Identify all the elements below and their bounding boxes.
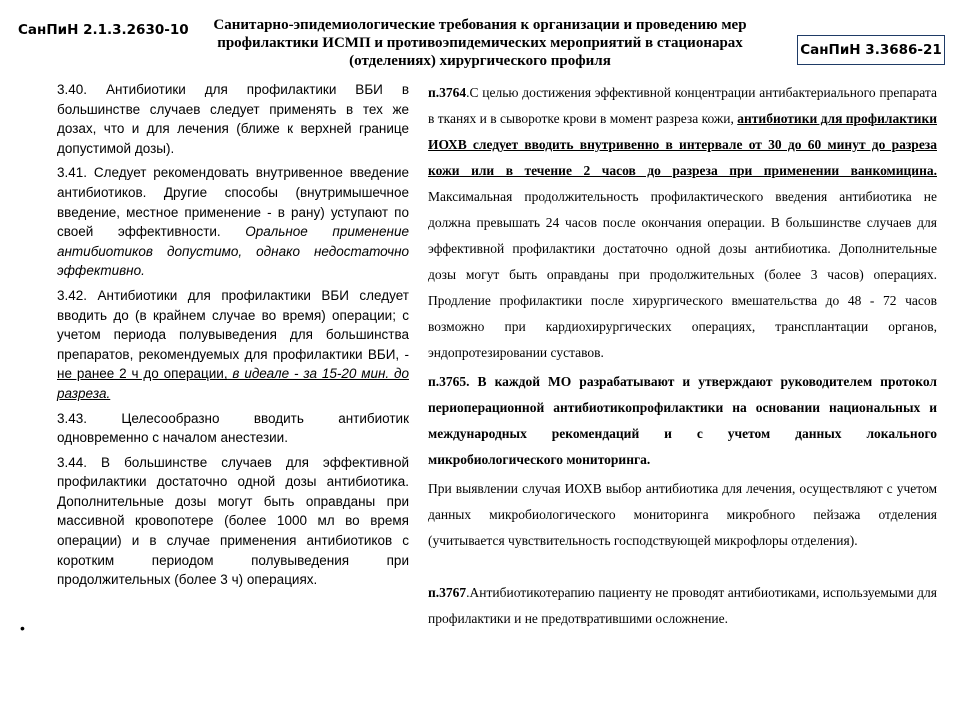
clause-3764 xyxy=(428,80,937,366)
clause-3767-text: .Антибиотикотерапию пациенту не проводят антибиотиками, используемыми для профилактики и не предотвратившими осложнение. xyxy=(428,585,937,626)
clause-3765-continuation: При выявлении случая ИОХВ выбор антибиотика для лечения, осуществляют с учетом данных микробиологического мониторинга микробного пейзажа отделения (учитывается чувствительность господствующей микрофлоры отделения). xyxy=(428,481,937,548)
sanpin-2630-label: СанПиН 2.1.3.2630-10 xyxy=(18,22,189,38)
clause-3-40: 3.40. Антибиотики для профилактики ВБИ в большинстве случаев следует применять в тех же дозах, что и для лечения (ближе к верхней границе допустимой дозы). xyxy=(57,82,409,156)
page-title: Санитарно-эпидемиологические требования к организации и проведению мер профилактики ИСМП и противоэпидемических мероприятий в стационарах (отделениях) хирургического профиля xyxy=(213,17,747,69)
clause-3764-emphasis: антибиотики для профилактики ИОХВ следует вводить внутривенно в интервале от 30 до 60 минут до разреза кожи или в течение 2 часов до разреза при применении ванкомицина. xyxy=(428,111,937,178)
clause-3764-label: п.3764 xyxy=(428,85,467,100)
clause-3-42-italic: в идеале - за 15-20 мин. до разреза. xyxy=(57,366,409,401)
clause-3-41 xyxy=(57,163,409,281)
clause-3765 xyxy=(428,369,937,473)
clause-3765-text: п.3765. В каждой МО разрабатывают и утверждают руководителем протокол периоперационной антибиотикопрофилактики на основании национальных и международных рекомендаций и с учетом данных локального микробиологического мониторинга. xyxy=(428,374,937,467)
clause-3-44: 3.44. В большинстве случаев для эффективной профилактики достаточно одной дозы антибиотика. Дополнительные дозы могут быть оправданы при массивной кровопотере (более 1000 мл во время операции) и в случае применения антибиотиков с коротким периодом полувыведения при продолжительных (более 3 ч) операциях. xyxy=(57,454,409,588)
clause-3-42-underlined: не ранее 2 ч до операции, xyxy=(57,366,228,382)
clause-3-41-text: 3.41. Следует рекомендовать внутривенное введение антибиотиков. Другие способы (внутримышечное введение, местное применение - в рану) уступают по своей эффективности. xyxy=(57,165,409,240)
clause-3-41-italic: Оральное применение антибиотиков допустимо, однако недостаточно эффективно. xyxy=(57,224,409,279)
clause-3-42 xyxy=(57,286,409,404)
sanpin-3686-label: СанПиН 3.3686-21 xyxy=(797,35,945,65)
clause-3767-label: п.3767 xyxy=(428,585,467,600)
clause-3764-text-cont: Максимальная продолжительность профилактического введения антибиотика не должна превышать 24 часов после окончания операции. В большинстве случаев для эффективной профилактики достаточно одной дозы антибиотика. Дополнительные дозы могут быть оправданы при продолжительных (более 3 часов) операциях. Продление профилактики после хирургического вмешательства до 48 - 72 часов возможно при кардиохирургических операциях, трансплантации органов, эндопротезировании суставов. xyxy=(428,189,937,360)
right-column-sanpin-3686 xyxy=(428,80,937,635)
clause-3767 xyxy=(428,580,937,632)
left-column-sanpin-2630 xyxy=(57,80,409,595)
clause-3-43: 3.43. Целесообразно вводить антибиотик одновременно с началом анестезии. xyxy=(57,410,409,446)
clause-3764-text: .С целью достижения эффективной концентрации антибактериального препарата в тканях и в сыворотке крови в момент разреза кожи, xyxy=(428,85,937,126)
list-bullet: • xyxy=(20,620,25,636)
clause-3-42-text: 3.42. Антибиотики для профилактики ВБИ следует вводить до (в крайнем случае во время) операции; с учетом периода полувыведения для большинства препаратов, рекомендуемых для профилактики ВБИ, - xyxy=(57,287,409,362)
